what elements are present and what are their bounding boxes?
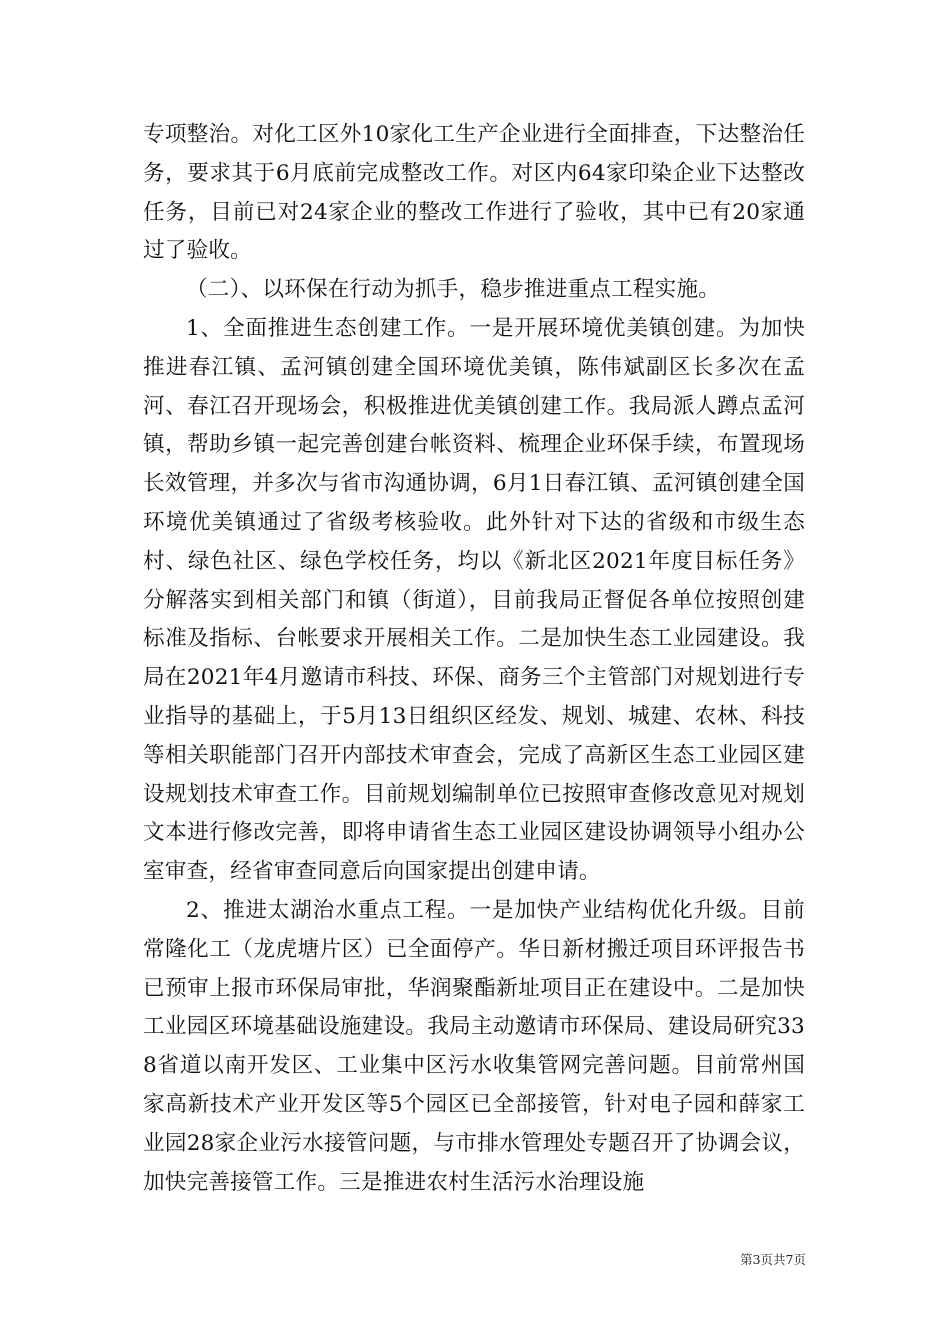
paragraph-continuation: 专项整治。对化工区外10家化工生产企业进行全面排查，下达整治任务，要求其于6月底前完成整改工作。对区内64家印染企业下达整改任务，目前已对24家企业的整改工作进行了验收，其中已有20家通过了验收。 bbox=[143, 122, 805, 264]
section-heading-2: （二）、以环保在行动为抓手，稳步推进重点工程实施。 bbox=[186, 277, 721, 303]
paragraph-taihu-water-governance: 2、推进太湖治水重点工程。一是加快产业结构优化升级。目前常隆化工（龙虎塘片区）已全面停产。华日新材搬迁项目环评报告书已预审上报市环保局审批，华润聚酯新址项目正在建设中。二是加快工业园区环境基础设施建设。我局主动邀请市环保局、建设局研究338省道以南开发区、工业集中区污水收集管网完善问题。目前常州国家高新技术产业开发区等5个园区已全部接管，针对电子园和薛家工业园28家企业污水接管问题，与市排水管理处专题召开了协调会议，加快完善接管工作。三是推进农村生活污水治理设施 bbox=[143, 897, 805, 1195]
paragraph-ecological-creation: 1、全面推进生态创建工作。一是开展环境优美镇创建。为加快推进春江镇、孟河镇创建全国环境优美镇，陈伟斌副区长多次在孟河、春江召开现场会，积极推进优美镇创建工作。我局派人蹲点孟河镇，帮助乡镇一起完善创建台帐资料、梳理企业环保手续，布置现场长效管理，并多次与省市沟通协调，6月1日春江镇、孟河镇创建全国环境优美镇通过了省级考核验收。此外针对下达的省级和市级生态村、绿色社区、绿色学校任务，均以《新北区2021年度目标任务》分解落实到相关部门和镇（街道），目前我局正督促各单位按照创建标准及指标、台帐要求开展相关工作。二是加快生态工业园建设。我局在2021年4月邀请市科技、环保、商务三个主管部门对规划进行专业指导的基础上，于5月13日组织区经发、规划、城建、农林、科技等相关职能部门召开内部技术审查会，完成了高新区生态工业园区建设规划技术审查工作。目前规划编制单位已按照审查修改意见对规划文本进行修改完善，即将申请省生态工业园区建设协调领导小组办公室审查，经省审查同意后向国家提出创建申请。 bbox=[143, 315, 805, 885]
document-body bbox=[143, 116, 805, 1202]
page-number-footer: 第3页共7页 bbox=[740, 1252, 806, 1267]
